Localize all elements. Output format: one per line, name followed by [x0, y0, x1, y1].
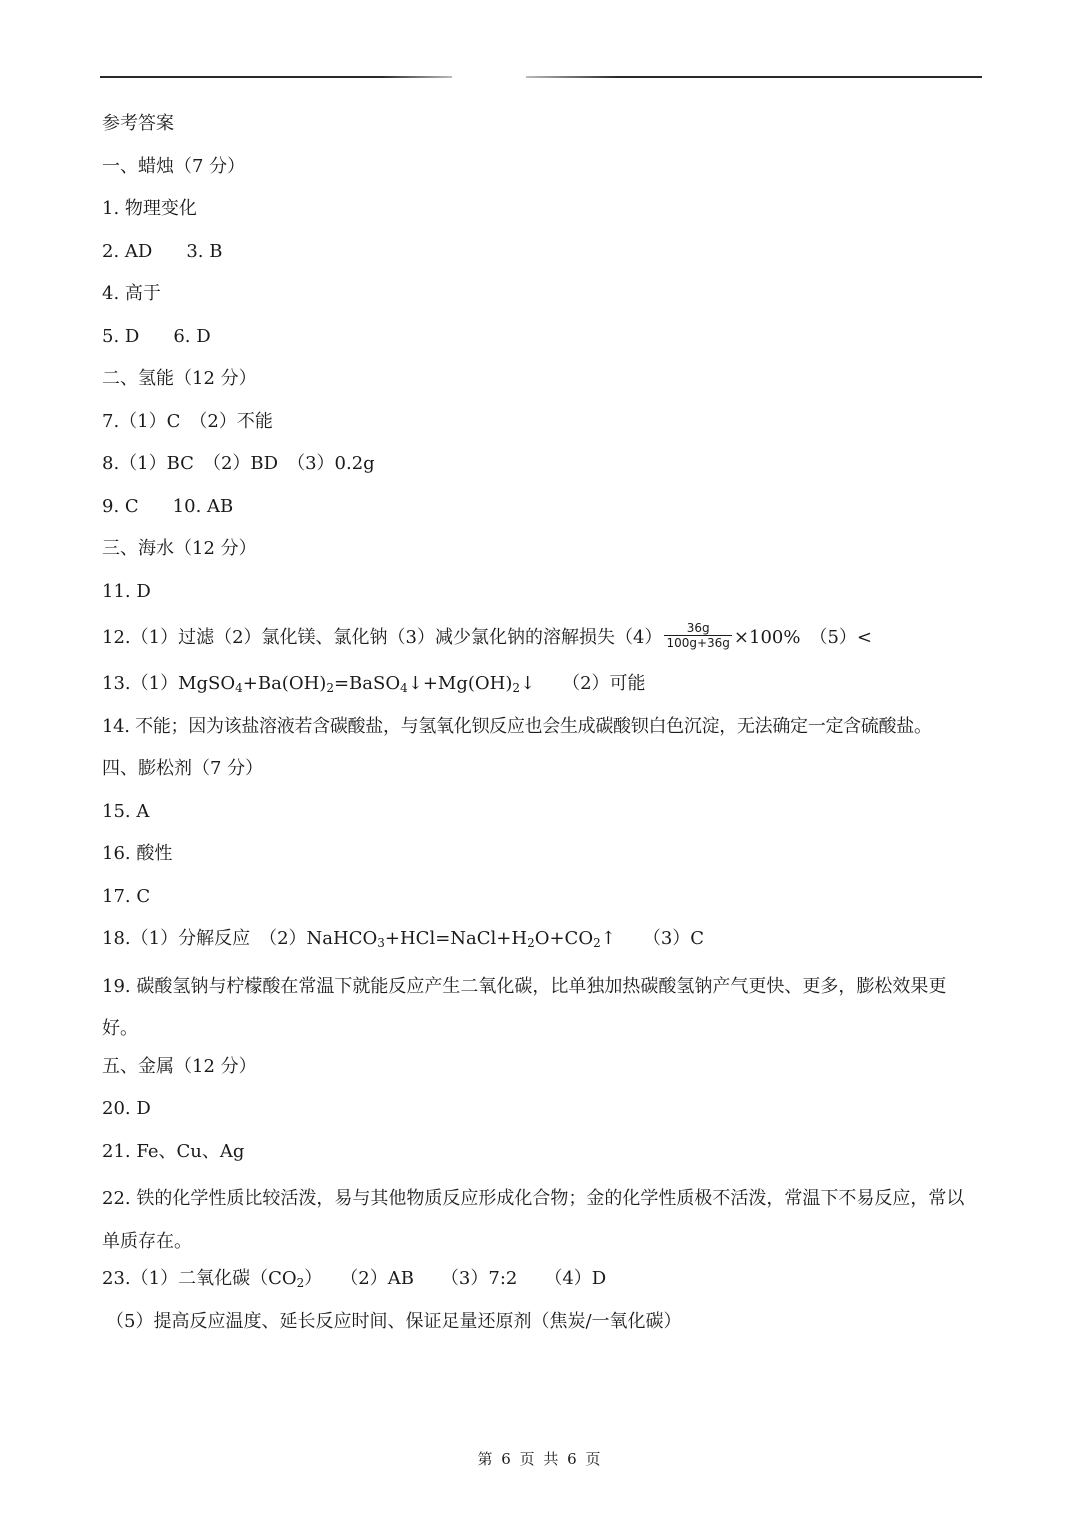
answer-23-part-5: （5）提高反应温度、延长反应时间、保证足量还原剂（焦炭/一氧化碳）	[106, 1310, 682, 1332]
answer-16: 16. 酸性	[102, 843, 173, 864]
answer-11: 11. D	[102, 580, 151, 602]
answer-22: 22. 铁的化学性质比较活泼，易与其他物质反应形成化合物；金的化学性质极不活泼，常温下不易反应，常以单质存在。	[102, 1188, 965, 1252]
answer-7: 7.（1）C （2）不能	[102, 410, 273, 432]
header-rule-left	[100, 76, 452, 78]
section-heading-hydrogen: 二、氢能（12 分）	[102, 368, 257, 389]
answer-3: 3. B	[186, 240, 223, 262]
section-heading-seawater: 三、海水（12 分）	[102, 538, 257, 559]
answer-13: $13.(1)MgSO_4+Ba(OH)_2=BaSO_4↓+Mg(OH)_2↓$ （2）可能	[102, 673, 646, 695]
fraction-numerator: 36g	[664, 621, 731, 636]
answer-23: 23.（1）二氧化碳$(CO_2)$ （2）AB （3）7:2 （4）D	[102, 1268, 607, 1290]
answer-15: 15. A	[102, 800, 150, 822]
answer-17: 17. C	[102, 885, 151, 907]
answer-5: 5. D	[102, 325, 140, 347]
page-title: 参考答案	[102, 113, 174, 134]
answer-row-2-3	[102, 236, 982, 279]
answer-9: 9. C	[102, 495, 139, 517]
page-number: 第 6 页 共 6 页	[477, 1450, 603, 1468]
answer-8: 8.（1）BC （2）BD （3）0.2g	[102, 453, 375, 474]
answer-21: 21. Fe、Cu、Ag	[102, 1140, 245, 1162]
answer-row-5-6	[102, 321, 982, 364]
answer-14: 14. 不能；因为该盐溶液若含碳酸盐，与氢氧化钡反应也会生成碳酸钡白色沉淀，无法确定一定含硫酸盐。	[102, 715, 932, 737]
answer-key	[102, 108, 982, 1348]
answer-12: 12.（1）过滤（2）氯化镁、氯化钠（3）减少氯化钠的溶解损失（4） $\frac{36g}{100g+36g}$ ×100% （5）<	[102, 620, 872, 650]
section-heading-leavening: 四、膨松剂（7 分）	[102, 758, 264, 779]
answer-row-9-10	[102, 491, 982, 534]
answer-18: 18.（1）分解反应 $(2)NaHCO_3+HCl=NaCl+H_2O+CO_2↑$ （3）C	[102, 928, 705, 950]
answer-1: 1. 物理变化	[102, 198, 197, 219]
fraction	[664, 621, 731, 650]
answer-10: 10. AB	[172, 495, 234, 517]
fraction-denominator: 100g+36g	[666, 635, 730, 650]
answer-2: 2. AD	[102, 240, 153, 262]
section-heading-metal: 五、金属（12 分）	[102, 1055, 257, 1077]
answer-6: 6. D	[173, 325, 211, 347]
answer-4: 4. 高于	[102, 283, 161, 304]
answer-20: 20. D	[102, 1098, 151, 1119]
section-heading-candle: 一、蜡烛（7 分）	[102, 155, 246, 177]
header-rule-right	[526, 76, 982, 78]
answer-19: 19. 碳酸氢钠与柠檬酸在常温下就能反应产生二氧化碳，比单独加热碳酸氢钠产气更快、更多，膨松效果更好。	[102, 975, 947, 1039]
